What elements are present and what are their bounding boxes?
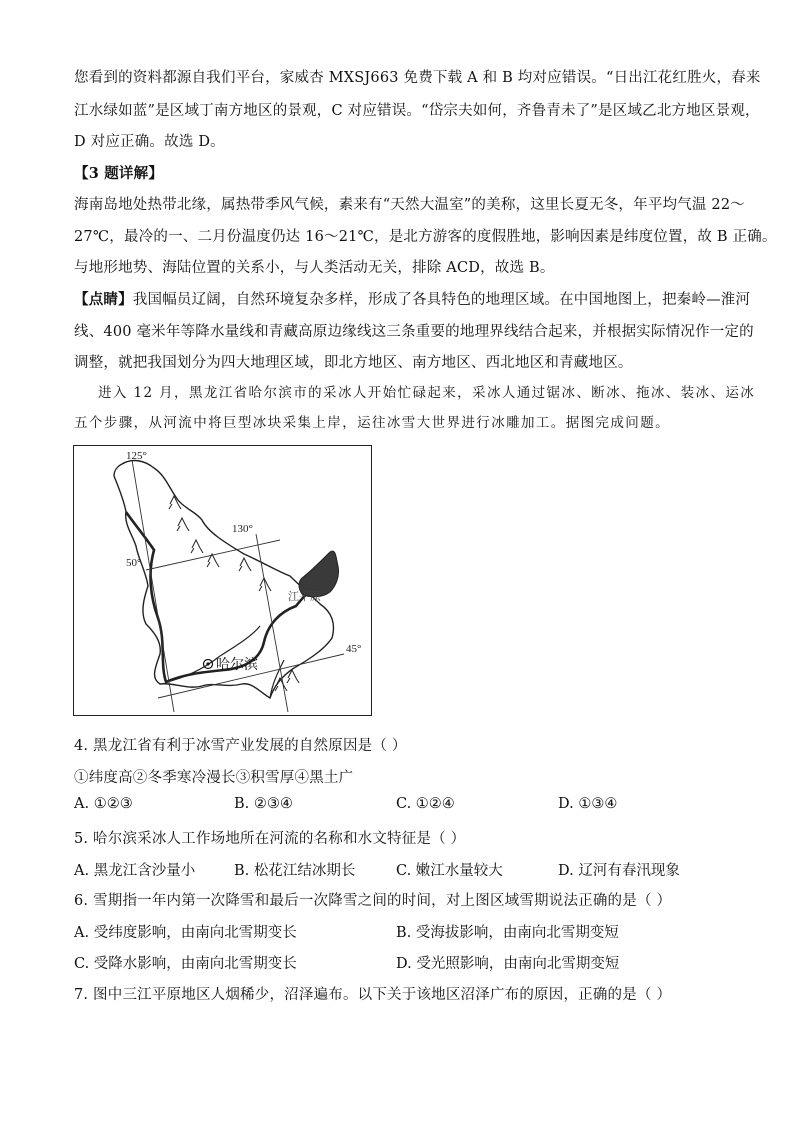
- answer-text-line: 江水绿如蓝”是区域丁南方地区的景观，C 对应错误。“岱宗夫如何，齐鲁青未了”是区域乙北方地区景观，: [74, 103, 760, 119]
- question-7-stem: 7. 图中三江平原地区人烟稀少，沼泽遍布。以下关于该地区沼泽广布的原因，正确的是（ ）: [74, 987, 672, 1003]
- q4-option-d[interactable]: D. ①③④: [558, 796, 618, 812]
- q5-option-d[interactable]: D. 辽河有春汛现象: [558, 863, 680, 879]
- tributary-line: [166, 626, 260, 682]
- answer-text-line: D 对应正确。故选 D。: [74, 134, 225, 150]
- plain-label: 江平原: [288, 590, 321, 603]
- answer-text-line: 您看到的资料都源自我们平台，家威杏 MXSJ663 免费下载 A 和 B 均对应错误。“日出江花红胜火，春来: [74, 70, 761, 86]
- q3-text-line: 27℃，最冷的一、二月份温度仍达 16～21℃，是北方游客的度假胜地，影响因素是纬度位置，故 B 正确。: [74, 229, 777, 245]
- label-lon-130: 130°: [232, 523, 253, 535]
- tip-text-line: 调整，就把我国划分为四大地理区域，即北方地区、南方地区、西北地区和青藏地区。: [74, 355, 633, 371]
- harbin-label: 哈尔滨: [216, 657, 258, 673]
- label-lat-50: 50°: [126, 557, 142, 569]
- q5-option-a[interactable]: A. 黑龙江含沙量小: [74, 863, 196, 879]
- longitude-125-line: [132, 460, 174, 712]
- q4-option-a[interactable]: A. ①②③: [74, 796, 133, 812]
- map-svg: [74, 446, 371, 715]
- question-5-stem: 5. 哈尔滨采冰人工作场地所在河流的名称和水文特征是（ ）: [74, 831, 466, 847]
- q6-option-c[interactable]: C. 受降水影响，由南向北雪期变长: [74, 956, 297, 972]
- tip-text-line: 线、400 毫米年等降水量线和青藏高原边缘线这三条重要的地理界线结合起来，并根据实际情况作一定的: [74, 324, 754, 340]
- q6-option-a[interactable]: A. 受纬度影响，由南向北雪期变长: [74, 925, 297, 941]
- heilongjiang-map: [73, 445, 372, 716]
- label-lat-45: 45°: [346, 643, 362, 655]
- q5-option-b[interactable]: B. 松花江结冰期长: [234, 863, 356, 879]
- question-6-stem: 6. 雪期指一年内第一次降雪和最后一次降雪之间的时间，对上图区域雪期说法正确的是（ ）: [74, 893, 672, 909]
- q3-text-line: 与地形地势、海陆位置的关系小，与人类活动无关，排除 ACD，故选 B。: [74, 260, 555, 276]
- q3-text-line: 海南岛地处热带北缘，属热带季风气候，素来有“天然大温室”的美称，这里长夏无冬，年平均气温 22～: [74, 197, 745, 213]
- question-4-sub: ①纬度高②冬季寒冷漫长③积雪厚④黑土广: [74, 770, 354, 786]
- tip-text: 我国幅员辽阔，自然环境复杂多样，形成了各具特色的地理区域。在中国地图上，把秦岭—淮河: [132, 292, 751, 308]
- harbin-marker-inner: [206, 662, 209, 665]
- tip-heading: 【点睛】: [74, 291, 133, 308]
- q4-option-b[interactable]: B. ②③④: [234, 796, 293, 812]
- label-lon-125: 125°: [126, 450, 147, 462]
- intro-text-line: 五个步骤，从河流中将巨型冰块采集上岸，运往冰雪大世界进行冰雕加工。据图完成问题。: [74, 415, 670, 431]
- q5-option-c[interactable]: C. 嫩江水量较大: [396, 863, 503, 879]
- intro-text-line: 进入 12 月，黑龙江省哈尔滨市的采冰人开始忙碌起来，采冰人通过锯冰、断冰、拖冰、装冰、运冰: [98, 385, 756, 401]
- q3-heading: 【3 题详解】: [74, 165, 164, 182]
- question-4-stem: 4. 黑龙江省有利于冰雪产业发展的自然原因是（ ）: [74, 738, 407, 754]
- tip-line: [74, 288, 750, 309]
- q4-option-c[interactable]: C. ①②④: [396, 796, 455, 812]
- q6-option-b[interactable]: B. 受海拔影响，由南向北雪期变短: [396, 925, 619, 941]
- q6-option-d[interactable]: D. 受光照影响，由南向北雪期变短: [396, 956, 620, 972]
